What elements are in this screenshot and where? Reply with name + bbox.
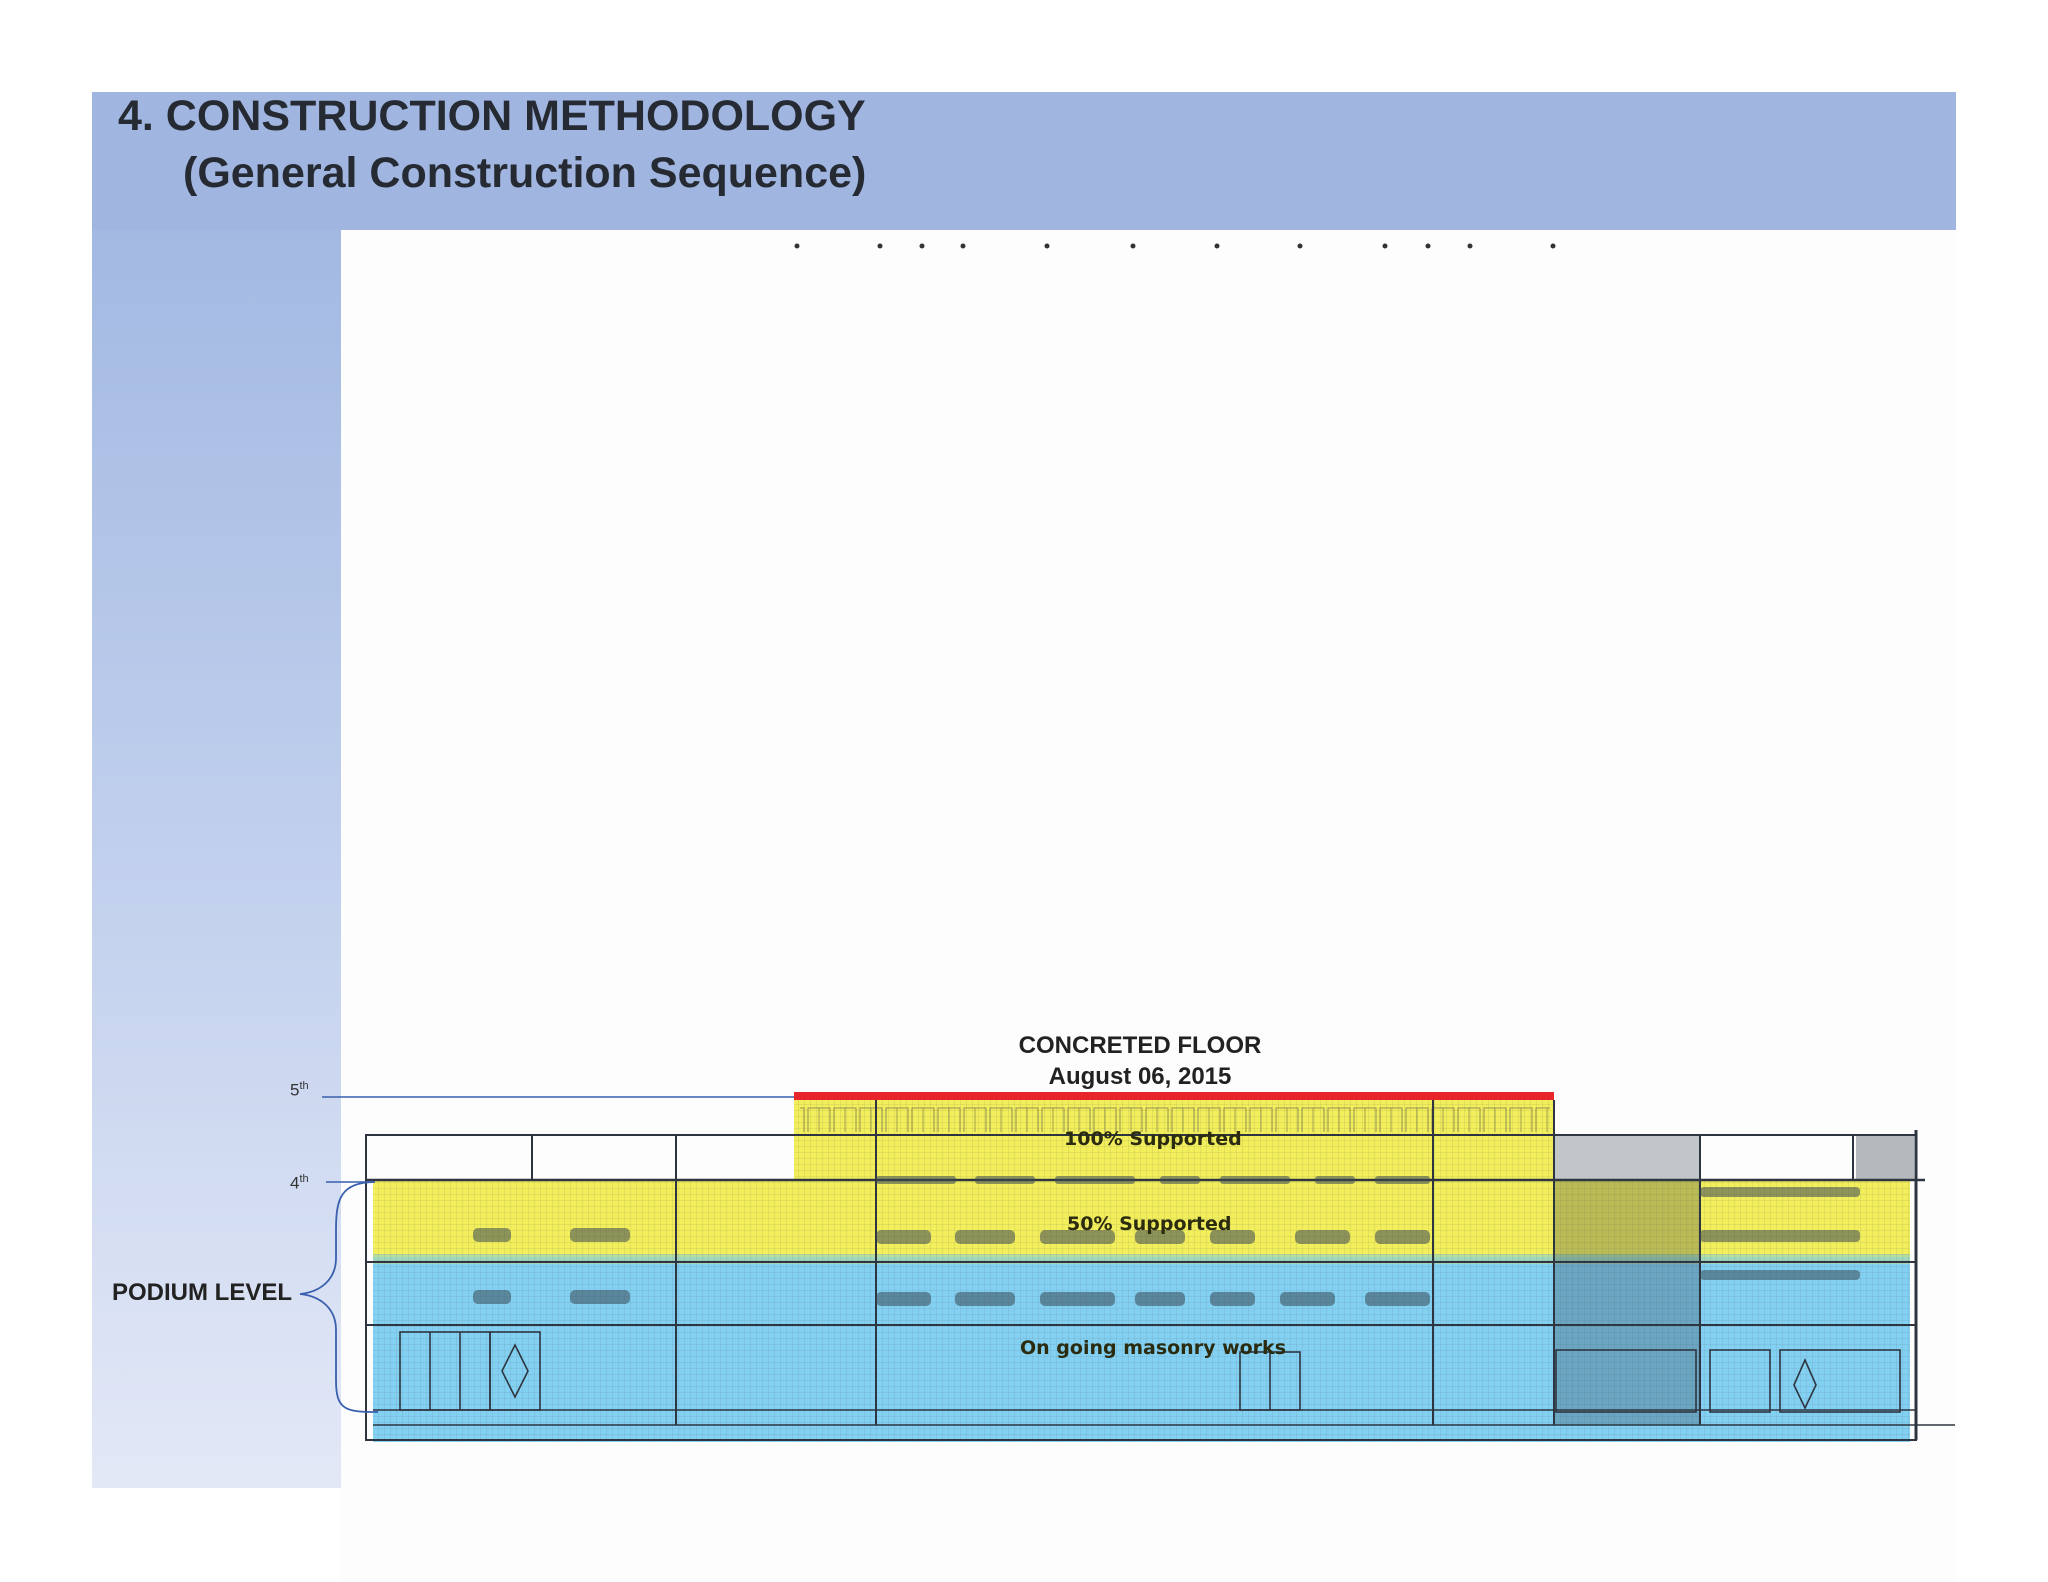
level-4-label — [290, 1173, 309, 1194]
level-5-number: 5 — [290, 1080, 300, 1100]
level-5-label — [290, 1080, 309, 1101]
page-subtitle: (General Construction Sequence) — [183, 149, 867, 197]
concreted-floor-date: August 06, 2015 — [1048, 1063, 1232, 1090]
level-4-number: 4 — [290, 1173, 300, 1193]
top-markers — [795, 244, 1556, 249]
level-4-suffix: th — [299, 1173, 309, 1185]
page-title: 4. CONSTRUCTION METHODOLOGY — [118, 92, 866, 140]
curtain-wall — [1554, 1135, 1700, 1425]
zone-masonry-label: On going masonry works — [1020, 1337, 1286, 1359]
level-5-suffix: th — [299, 1080, 309, 1092]
zone-100-label: 100% Supported — [1064, 1128, 1242, 1150]
podium-level-label: PODIUM LEVEL — [112, 1279, 293, 1306]
zone-50-label: 50% Supported — [1067, 1213, 1232, 1235]
concreted-floor-annotation — [940, 1030, 1340, 1092]
concreted-floor-label: CONCRETED FLOOR — [1018, 1032, 1262, 1059]
